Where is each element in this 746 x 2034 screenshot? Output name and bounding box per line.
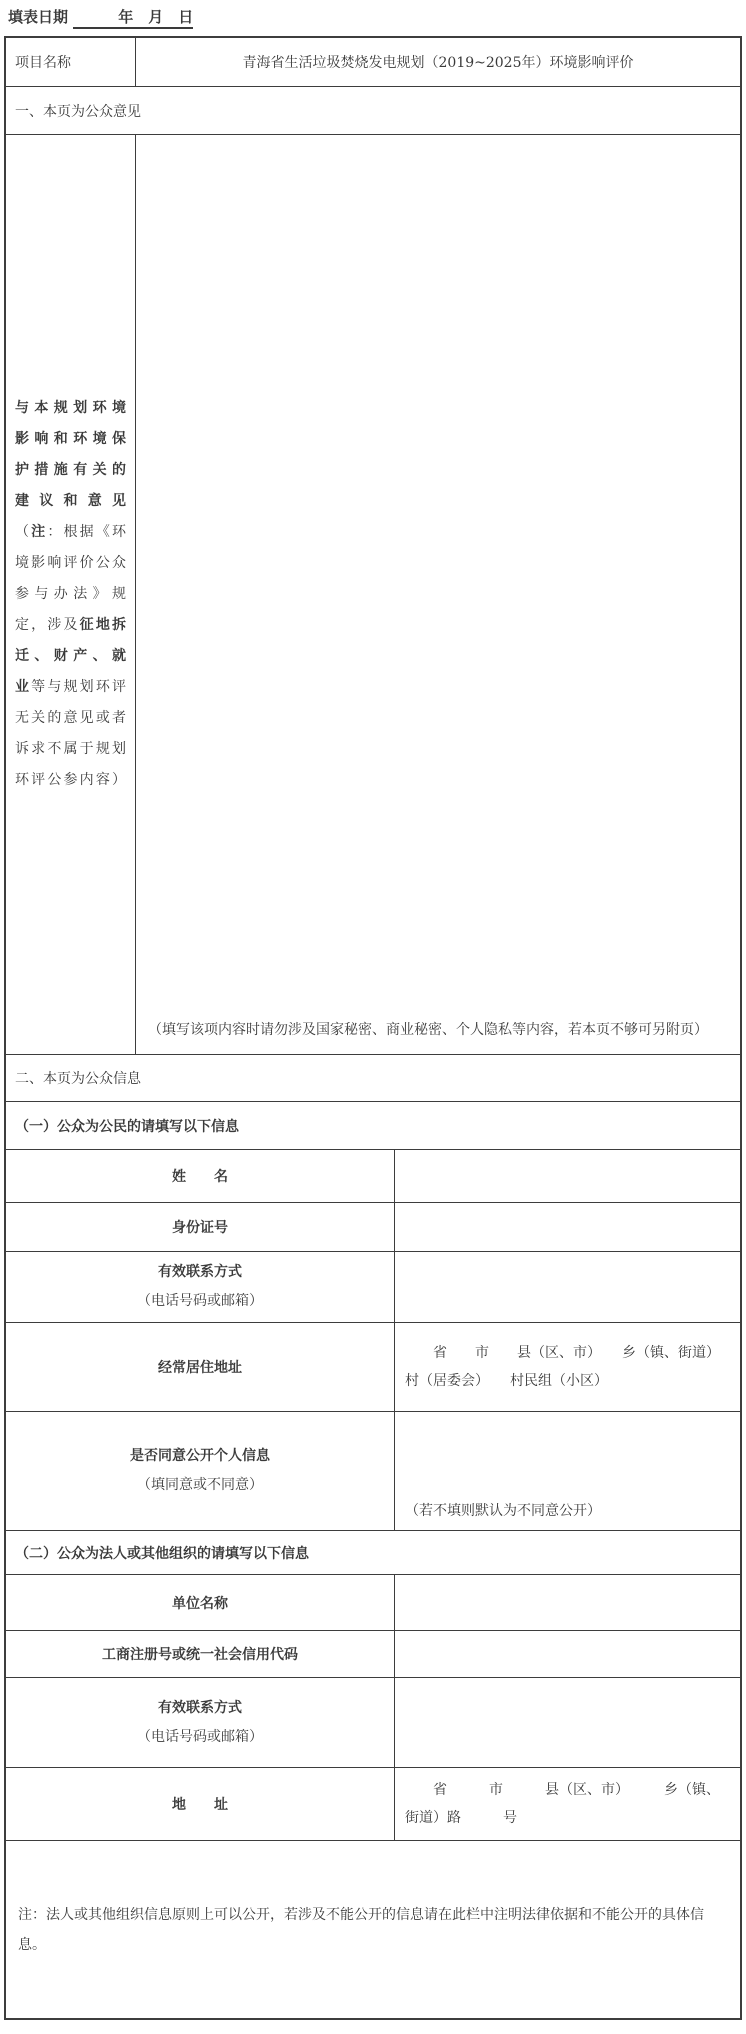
citizen-heading-row (6, 1101, 740, 1149)
citizen-contact-label-main: 有效联系方式 (158, 1264, 242, 1280)
opinion-label-line: 环评公参内容） (15, 772, 126, 788)
citizen-contact-label (6, 1252, 394, 1322)
consent-label-main: 是否同意公开个人信息 (130, 1448, 270, 1464)
opinion-label-line: 影响和环境保 (15, 431, 126, 447)
consent-label-sub: （填同意或不同意） (137, 1477, 263, 1493)
org-name-input-cell[interactable] (394, 1575, 740, 1630)
consent-row (6, 1411, 740, 1530)
org-contact-label-sub: （电话号码或邮箱） (137, 1728, 263, 1745)
opinion-label-line: 与本规划环境 (15, 400, 126, 416)
opinion-row (6, 134, 740, 1054)
residence-address-input-cell[interactable]: 省 市 县（区、市） 乡（镇、街道） 村（居委会） 村民组（小区） (394, 1323, 740, 1411)
project-name-row (6, 38, 740, 86)
id-number-row (6, 1202, 740, 1251)
id-number-input-cell[interactable] (394, 1203, 740, 1251)
footer-note-cell[interactable] (6, 1841, 740, 2018)
opinion-label-line: 定，涉及征地拆 (15, 617, 127, 633)
footer-note-row (6, 1840, 740, 2018)
org-registration-row (6, 1630, 740, 1677)
org-address-row (6, 1767, 740, 1840)
section2-heading: 二、本页为公众信息 (15, 1071, 141, 1087)
fill-date-label: 填表日期 (8, 8, 69, 26)
public-opinion-form-table (4, 36, 742, 2020)
name-input-cell[interactable] (394, 1150, 740, 1202)
opinion-privacy-note: （填写该项内容时请勿涉及国家秘密、商业秘密、个人隐私等内容，若本页不够可另附页） (148, 1022, 708, 1038)
citizen-contact-label-sub: （电话号码或邮箱） (137, 1293, 263, 1309)
org-name-label: 单位名称 (172, 1595, 228, 1612)
citizen-contact-input-cell[interactable] (394, 1252, 740, 1322)
name-label: 姓 名 (172, 1169, 228, 1185)
org-contact-input-cell[interactable] (394, 1678, 740, 1767)
opinion-label-line: 无关的意见或者 (15, 710, 126, 726)
opinion-label-line: 业等与规划环评 (15, 679, 127, 695)
opinion-input-area[interactable] (135, 135, 740, 1054)
org-contact-label-main: 有效联系方式 (158, 1699, 242, 1716)
citizen-contact-row (6, 1251, 740, 1322)
organization-heading-row (6, 1530, 740, 1574)
org-registration-input-cell[interactable] (394, 1631, 740, 1677)
opinion-label-line: 护措施有关的 (15, 462, 126, 478)
opinion-label-line: 诉求不属于规划 (15, 741, 126, 757)
fill-date-line (0, 0, 746, 36)
id-number-label: 身份证号 (172, 1220, 228, 1236)
section1-heading: 一、本页为公众意见 (15, 103, 141, 120)
residence-address-label: 经常居住地址 (158, 1360, 242, 1376)
project-name-label: 项目名称 (15, 55, 71, 71)
opinion-label-line: 参与办法》规 (15, 586, 126, 602)
org-address-input-cell[interactable]: 省 市 县（区、市） 乡（镇、街道）路 号 (394, 1768, 740, 1840)
org-contact-row (6, 1677, 740, 1767)
consent-input-cell[interactable] (394, 1412, 740, 1530)
opinion-label-line: （注：根据《环 (15, 524, 127, 540)
consent-default-note: （若不填则默认为不同意公开） (405, 1503, 601, 1519)
opinion-label-line: 迁、财产、就 (15, 648, 126, 664)
residence-address-row (6, 1322, 740, 1411)
consent-label (6, 1412, 394, 1530)
opinion-label-line: 境影响评价公众 (15, 555, 126, 571)
footer-note-text: 注：法人或其他组织信息原则上可以公开，若涉及不能公开的信息请在此栏中注明法律依据和不能公开的具体信息。 (18, 1906, 704, 1953)
citizen-section-heading: （一）公众为公民的请填写以下信息 (15, 1118, 239, 1135)
fill-date-blank-field[interactable]: 年 月 日 (73, 6, 193, 29)
section1-heading-row (6, 86, 740, 134)
opinion-label (6, 135, 135, 1054)
org-contact-label (6, 1678, 394, 1767)
organization-section-heading: （二）公众为法人或其他组织的请填写以下信息 (15, 1545, 309, 1562)
project-name-value: 青海省生活垃圾焚烧发电规划（2019~2025年）环境影响评价 (135, 38, 740, 86)
section2-heading-row (6, 1054, 740, 1101)
org-address-label: 地 址 (172, 1797, 228, 1813)
org-registration-label: 工商注册号或统一社会信用代码 (102, 1647, 298, 1663)
name-row (6, 1149, 740, 1202)
org-name-row (6, 1574, 740, 1630)
opinion-label-line: 建议和意见 (15, 493, 126, 509)
